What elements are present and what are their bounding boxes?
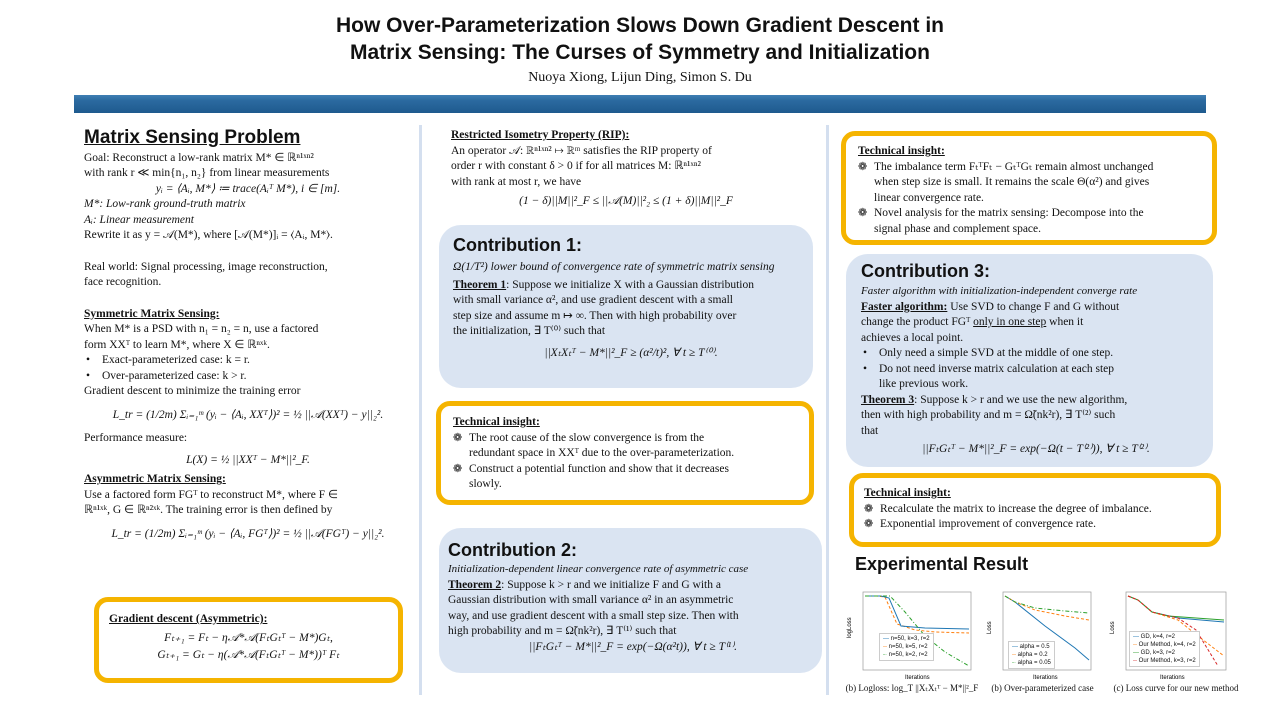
plot1-ylabel: logLoss — [847, 617, 853, 638]
gd-f-update: Fₜ₊₁ = Fₜ − η𝒜*𝒜(FₜGₜᵀ − M*)Gₜ, — [164, 631, 333, 644]
plot1-legend: — n=50, k=3, r=2 -- n=50, k=5, r=2 -· n=50, k=2, r=2 — [879, 633, 934, 661]
plot3-legend: — GD, k=4, r=2 -- Our Method, k=4, r=2 — GD, k=3, r=2 -- Our Method, k=3, r=2 — [1129, 631, 1200, 667]
gd-g-update: Gₜ₊₁ = Gₜ − η(𝒜*𝒜(FₜGₜᵀ − M*))ᵀ Fₜ — [157, 649, 340, 661]
c3-bullet-2: • Do not need inverse matrix calculation at each step like previous work. — [863, 362, 1115, 390]
c3-alg-line-3: achieves a local point. — [861, 331, 964, 344]
poster-title — [0, 12, 1280, 66]
rip-line-2: order r with constant δ > 0 if for all matrices M: ℝⁿ¹ˣⁿ² — [451, 160, 701, 172]
ti2-bullet-2: ❁ Novel analysis for the matrix sensing: Decompose into the signal phase and complement space. — [858, 207, 1144, 235]
ti2-bullet-1: ❁ The imbalance term FₜᵀFₜ − GₜᵀGₜ remain almost unchanged when step size is small. It remains the scale Θ(α²) and gives linear convergence rate. — [858, 160, 1154, 204]
gd-min-line: Gradient descent to minimize the training error — [84, 385, 301, 397]
theorem-2-line-1: Theorem 2: Suppose k > r and we initialize F and G with a — [448, 578, 721, 591]
plot1-caption: (b) Logloss: log_T ||XₜXₜᵀ − M*||²_F — [845, 683, 979, 693]
column-divider-1 — [419, 125, 422, 695]
plot3-ylabel: Loss — [1110, 621, 1116, 634]
bullet-icon: ❁ — [864, 502, 874, 515]
a-i-def: Aᵢ: Linear measurement — [84, 213, 194, 226]
lx-equation: L(X) = ½ ||XXᵀ − M*||²_F. — [186, 453, 310, 466]
ltr-sym-equation: L_tr = (1/2m) Σᵢ₌₁ᵐ (yᵢ − ⟨Aᵢ, XXᵀ⟩)² = ½ ||𝒜(XXᵀ) − y||₂². — [112, 408, 384, 421]
c3-alg-line-1: Faster algorithm: Use SVD to change F and G without — [861, 300, 1120, 313]
sym-line-2: form XXᵀ to learn M*, where X ∈ ℝⁿˣᵏ. — [84, 338, 270, 351]
sym-heading: Symmetric Matrix Sensing: — [84, 307, 220, 320]
rip-heading: Restricted Isometry Property (RIP): — [451, 129, 630, 141]
technical-insight-1-heading: Technical insight: — [453, 416, 540, 428]
technical-insight-2-heading: Technical insight: — [858, 145, 945, 157]
goal-line-2: with rank r ≪ min{n₁, n₂} from linear measurements — [84, 167, 330, 179]
plot3-caption: (c) Loss curve for our new method — [1113, 683, 1239, 693]
plot2-xlabel: Iterations — [1033, 675, 1058, 681]
plot2-ylabel: Loss — [987, 621, 993, 634]
rewrite-line: Rewrite it as y = 𝒜(M*), where [𝒜(M*)]ᵢ = ⟨Aᵢ, M*⟩. — [84, 229, 333, 241]
contribution-2-content — [448, 539, 818, 655]
goal-line-1: Goal: Reconstruct a low-rank matrix M* ∈ ℝⁿ¹ˣⁿ² — [84, 151, 314, 164]
contribution-3-heading: Contribution 3: — [861, 261, 990, 281]
real-world-1: Real world: Signal processing, image reconstruction, — [84, 260, 328, 273]
bullet-icon: ❁ — [858, 160, 868, 173]
contribution-3-subtitle: Faster algorithm with initialization-independent converge rate — [861, 285, 1138, 297]
title-line-2: Matrix Sensing: The Curses of Symmetry and Initialization — [350, 41, 930, 64]
bullet-icon: ❁ — [858, 207, 868, 219]
ti3-bullet-1: ❁ Recalculate the matrix to increase the degree of imbalance. — [864, 502, 1206, 518]
theorem-2-equation: ||FₜGₜᵀ − M*||²_F = exp(−Ω(α²t)), ∀ t ≥ T⁽¹⁾. — [529, 640, 737, 653]
ti3-bullet-2: ❁ Exponential improvement of convergence rate. — [864, 517, 1206, 533]
technical-insight-1-box — [436, 401, 814, 505]
perf-measure: Performance measure: — [84, 432, 188, 444]
left-column — [84, 127, 412, 542]
authors: Nuoya Xiong, Lijun Ding, Simon S. Du — [528, 70, 752, 85]
ti1-bullet-1: ❁ The root cause of the slow convergence is from the redundant space in XXᵀ due to the over-parameterization. — [453, 431, 735, 459]
theorem-1-line-2: with small variance α², and use gradient descent with a small — [453, 294, 733, 306]
asym-line-2: ℝⁿ¹ˣᵏ, G ∈ ℝⁿ²ˣᵏ. The training error is then defined by — [84, 504, 333, 516]
theorem-1-equation: ||XₜXₜᵀ − M*||²_F ≥ (α²/t)², ∀ t ≥ T⁽⁰⁾. — [544, 346, 718, 359]
theorem-3-equation: ||FₜGₜᵀ − M*||²_F = exp(−Ω(t − T⁽²⁾)), ∀ t ≥ T⁽²⁾. — [922, 443, 1150, 455]
technical-insight-3-box — [849, 473, 1221, 547]
theorem-2-line-4: high probability and m = Ω̃(nk²r), ∃ T⁽¹⁾ such that — [448, 625, 677, 637]
theorem-3-line-2: then with high probability and m = Ω̃(nk²r), ∃ T⁽²⁾ such — [861, 409, 1116, 421]
header-banner — [74, 95, 1206, 113]
rip-line-1: An operator 𝒜: ℝⁿ¹ˣⁿ² ↦ ℝᵐ satisfies the RIP property of — [451, 144, 712, 157]
bullet-icon: ❁ — [864, 518, 874, 530]
contribution-2-heading: Contribution 2: — [448, 540, 577, 560]
bullet-icon: ❁ — [453, 431, 463, 444]
m-star-def: M*: Low-rank ground-truth matrix — [84, 198, 246, 210]
theorem-1-line-1: Theorem 1: Suppose we initialize X with a Gaussian distribution — [453, 278, 754, 291]
bullet-icon: ❁ — [453, 462, 463, 475]
plot2-caption: (b) Over-parameterized case — [991, 683, 1094, 693]
contribution-1-heading: Contribution 1: — [453, 235, 582, 255]
technical-insight-2-box — [841, 131, 1217, 245]
gd-asym-box — [94, 597, 403, 683]
title-line-1: How Over-Parameterization Slows Down Gradient Descent in — [336, 14, 944, 37]
asym-heading: Asymmetric Matrix Sensing: — [84, 473, 226, 485]
column-divider-2 — [826, 125, 829, 695]
rip-line-3: with rank at most r, we have — [451, 175, 582, 188]
rip-section — [451, 128, 801, 210]
plot2-legend: — alpha = 0.5 -- alpha = 0.2 -· alpha = 0.05 — [1008, 641, 1055, 669]
theorem-1-line-3: step size and assume m ↦ ∞. Then with high probability over — [453, 309, 737, 322]
goal-equation: yᵢ = ⟨Aᵢ, M*⟩ ≔ trace(Aᵢᵀ M*), i ∈ [m]. — [155, 182, 341, 195]
real-world-2: face recognition. — [84, 276, 162, 288]
plot1-xlabel: Iterations — [905, 675, 930, 681]
theorem-3-line-1: Theorem 3: Suppose k > r and we use the new algorithm, — [861, 393, 1128, 406]
ti1-bullet-2: ❁ Construct a potential function and show that it decreases slowly. — [453, 462, 729, 490]
asym-line-1: Use a factored form FGᵀ to reconstruct M*, where F ∈ — [84, 488, 339, 501]
contribution-1-content — [453, 234, 809, 361]
section-heading-matrix-sensing: Matrix Sensing Problem — [84, 127, 301, 148]
exact-bullet: • Exact-parameterized case: k = r. — [86, 354, 250, 366]
rip-equation: (1 − δ)||M||²_F ≤ ||𝒜(M)||²₂ ≤ (1 + δ)||M||²_F — [519, 195, 733, 207]
experimental-result-heading: Experimental Result — [855, 554, 1029, 574]
contribution-3-content — [861, 260, 1211, 458]
contribution-1-subtitle: Ω(1/T²) lower bound of convergence rate of symmetric matrix sensing — [453, 261, 775, 273]
c3-alg-line-2: change the product FGᵀ only in one step when it — [861, 316, 1084, 328]
plot3-xlabel: Iterations — [1160, 675, 1185, 681]
theorem-2-line-2: Gaussian distribution with small variance α² in an asymmetric — [448, 594, 734, 606]
theorem-2-line-3: way, and use gradient descent with a small step size. Then with — [448, 609, 739, 622]
theorem-3-line-3: that — [861, 424, 879, 437]
sym-line-1: When M* is a PSD with n₁ = n₂ = n, use a factored — [84, 323, 319, 335]
gd-asym-title: Gradient descent (Asymmetric): — [109, 613, 268, 625]
over-bullet: • Over-parameterized case: k > r. — [86, 369, 247, 382]
c3-bullet-1: • Only need a simple SVD at the middle of one step. — [863, 347, 1114, 359]
theorem-1-line-4: the initialization, ∃ T⁽⁰⁾ such that — [453, 325, 606, 337]
contribution-2-subtitle: Initialization-dependent linear convergence rate of asymmetric case — [448, 563, 749, 575]
technical-insight-3-heading: Technical insight: — [864, 487, 951, 499]
ltr-asym-equation: L_tr = (1/2m) Σᵢ₌₁ᵐ (yᵢ − ⟨Aᵢ, FGᵀ⟩)² = ½ ||𝒜(FGᵀ) − y||₂². — [111, 527, 385, 540]
